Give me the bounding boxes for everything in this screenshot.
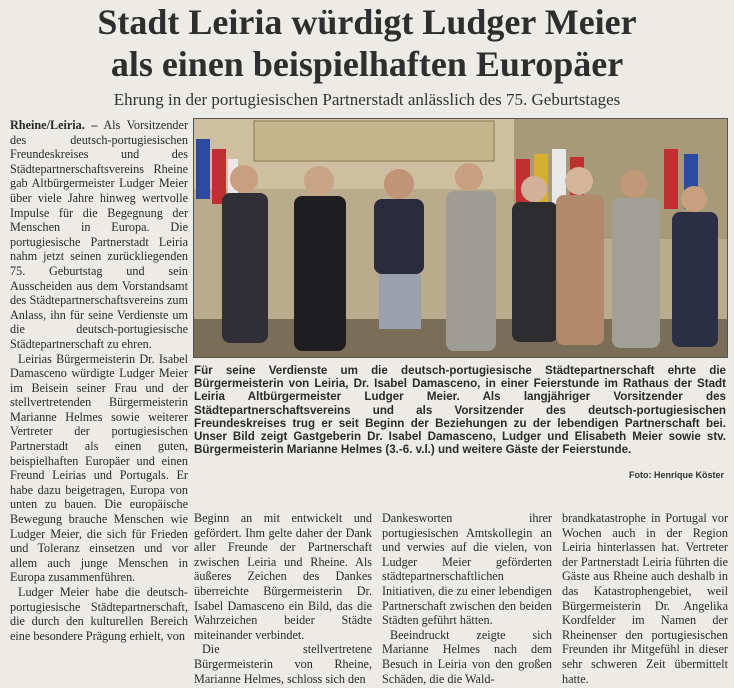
- headline-line-1: Stadt Leiria würdigt Ludger Meier: [97, 2, 637, 42]
- photo-caption: Für seine Verdienste um die deutsch-portugiesische Städtepartnerschaft ehrte die Bürgermeisterin von Leiria, Dr. Isabel Damasceno, in einer Feierstunde im Rathaus der Stadt Leiria Altbürgermeister Ludger Meier. Als langjähriger Vorsitzender des Städtepartnerschaftsvereins und als Vorsitzender des deutsch-portugiesischen Freundeskreises trug er seit Beginn der Beziehungen zu der lebendigen Partnerschaft bei. Unser Bild zeigt Gastgeberin Dr. Isabel Damasceno, Ludger und Elisabeth Meier sowie stv. Bürgermeisterin Marianne Helmes (3.-6. v.l.) und weitere Gäste der Feierstunde.: [194, 364, 726, 457]
- article-column-2: [194, 511, 372, 688]
- paragraph: Leirias Bürgermeisterin Dr. Isabel Damasceno würdigte Ludger Meier im Beisein seiner Frau und der stellvertretenden Bürgermeisterin Marianne Helmes sowie weiterer Vertreter der portugiesischen Partnerstadt als einen guten, beispielhaften Europäer und einen Freund Leirias und Portugals. Er habe dazu beigetragen, Europa von unten zu bauen. Die europäische Bewegung brauche Menschen wie Ludger Meier, die sich für Frieden und Toleranz einsetzen und vor allem auch junge Menschen in Europa zusammenführen.: [10, 351, 188, 585]
- paragraph-text: Als Vorsitzender des deutsch-portugiesischen Freundeskreises und des Städtepartnerschaftsvereins Rheine gab Altbürgermeister Ludger Meier über viele Jahre hinweg wertvolle Impulse für die Begegnung der Menschen in Europa. Die portugiesische Partnerstadt Leiria nahm jetzt seinen zurückliegenden 75. Geburtstag und sein Ausscheiden aus dem Vorstandsamt des Städtepartnerschaftsvereins zum Anlass, ihn für seine Verdienste um die deutsch-portugiesische Städtepartnerschaft zu ehren.: [10, 118, 188, 351]
- photo-credit: Foto: Henrique Köster: [628, 470, 724, 480]
- headline-line-2: als einen beispielhaften Europäer: [110, 44, 624, 84]
- article-photo: [193, 118, 728, 358]
- article-column-3: [382, 511, 552, 688]
- article-column-1: [10, 118, 188, 688]
- paragraph: brandkatastrophe in Portugal vor Wochen auch in der Region Leiria hinterlassen hat. Vertreter der Partnerstadt Leiria führten die Gäste aus Rheine auch deshalb in das Katastrophengebiet, weil Bürgermeisterin Dr. Angelika Kordfelder im Namen der Rheinenser den portugiesischen Freunden ihr Mitgefühl in dieser sehr schweren Zeit übermittelt hatte.: [562, 511, 728, 686]
- dateline: Rheine/Leiria. –: [10, 118, 98, 132]
- paragraph: Ludger Meier habe die deutsch-portugiesische Städtepartnerschaft, die durch den kulturellen Bereich eine besondere Prägung erhielt, von: [10, 585, 188, 643]
- paragraph: Beeindruckt zeigte sich Marianne Helmes nach dem Besuch in Leiria von den großen Schäden, die die Wald-: [382, 627, 552, 686]
- paragraph: Beginn an mit entwickelt und gefördert. Ihm gelte daher der Dank aller Freunde der Partnerschaft zwischen Leiria und Rheine. Als äußeres Zeichen des Dankes überreichte Bürgermeisterin Dr. Isabel Damasceno ein Bild, das die Wahrzeichen beider Städte miteinander verbindet.: [194, 511, 372, 642]
- subheadline: Ehrung in der portugiesischen Partnerstadt anlässlich des 75. Geburtstages: [113, 90, 621, 109]
- paragraph: Die stellvertretene Bürgermeisterin von Rheine, Marianne Helmes, schloss sich den: [194, 642, 372, 686]
- article-column-4: [562, 511, 728, 688]
- paragraph: [10, 118, 188, 352]
- group-photo-illustration: [194, 119, 727, 357]
- paragraph: Dankesworten ihrer portugiesischen Amtskollegin an und verwies auf die vielen, von Ludger Meier geförderten städtepartnerschaftlichen Initiativen, die zu einer lebendigen Partnerschaft zwischen den beiden Städten geführt hätten.: [382, 511, 552, 628]
